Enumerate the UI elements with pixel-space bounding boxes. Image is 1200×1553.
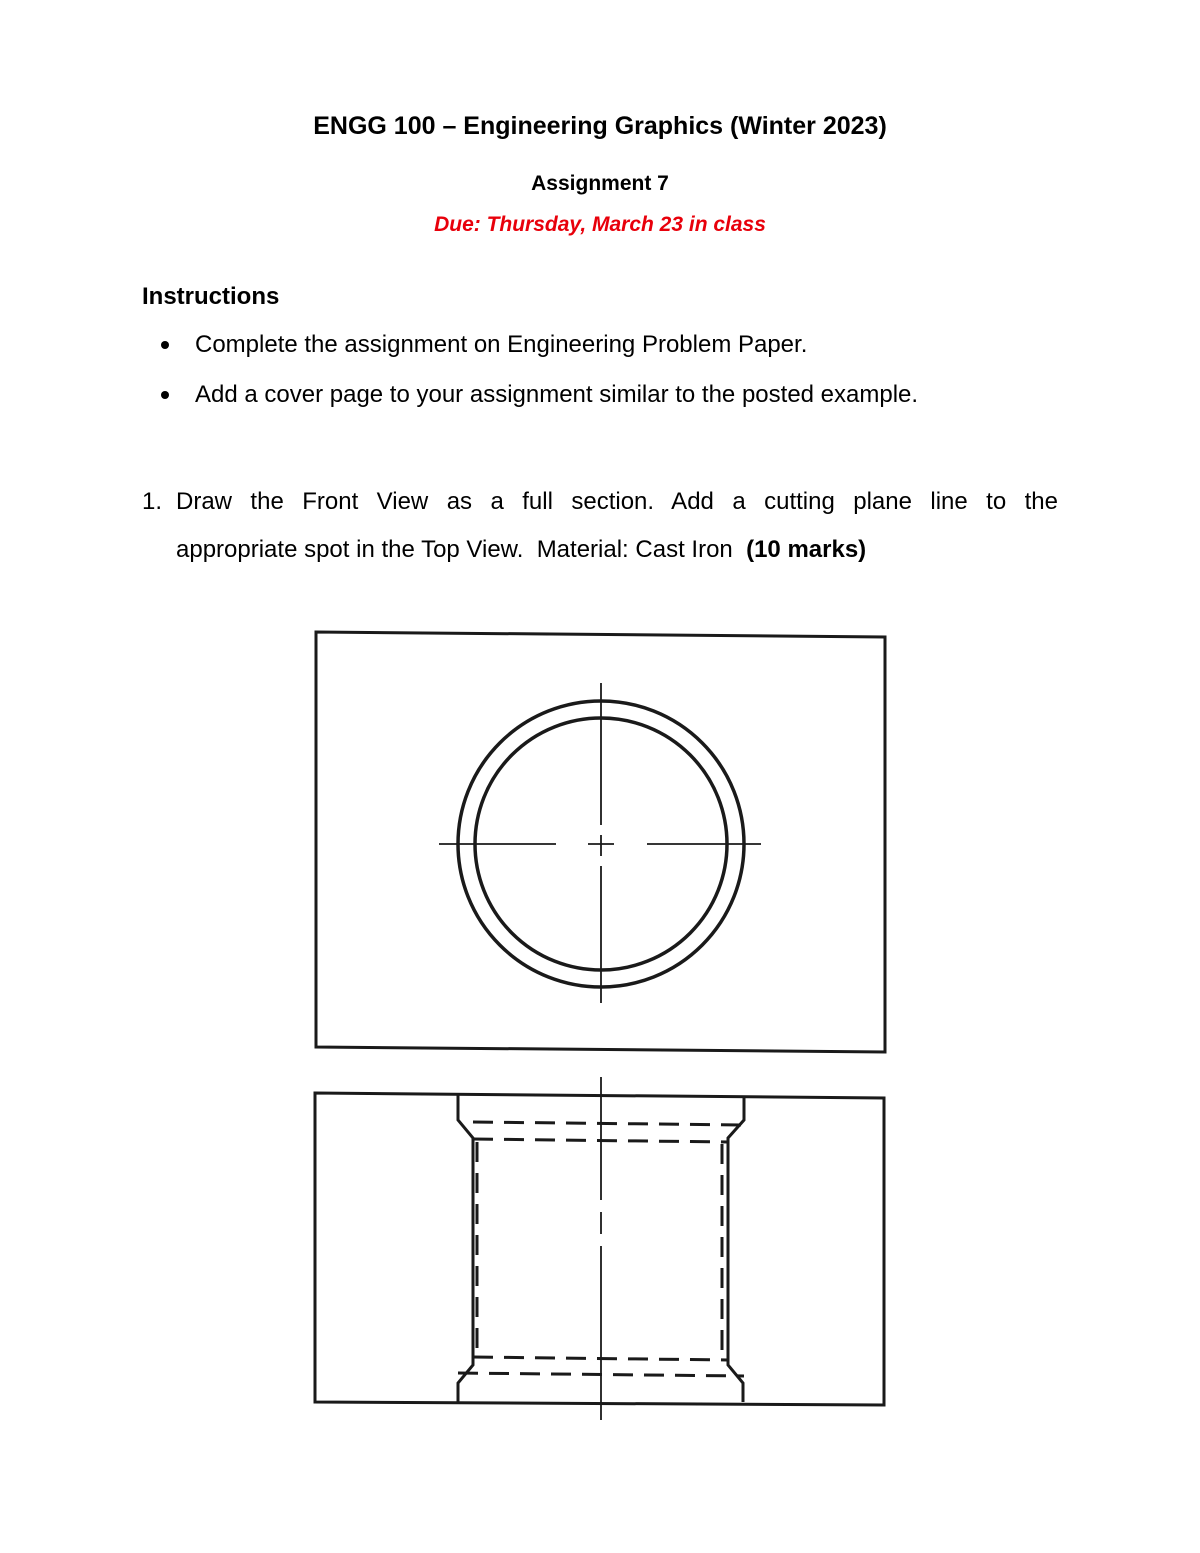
instruction-text: Add a cover page to your assignment similar to the posted example. bbox=[195, 381, 919, 408]
top-view-centerlines bbox=[439, 683, 761, 1003]
question-marks: (10 marks) bbox=[746, 536, 867, 563]
front-view bbox=[315, 1077, 884, 1420]
assignment-number: Assignment 7 bbox=[531, 172, 669, 195]
top-view bbox=[316, 632, 885, 1052]
instructions-heading: Instructions bbox=[142, 283, 280, 310]
due-date: Due: Thursday, March 23 in class bbox=[434, 213, 766, 236]
instruction-text: Complete the assignment on Engineering Problem Paper. bbox=[195, 331, 808, 358]
question-number: 1. bbox=[142, 488, 163, 515]
question-text-line1: Draw the Front View as a full section. Add a cutting plane line to the bbox=[176, 488, 1058, 515]
question-text-line2: appropriate spot in the Top View. Material: Cast Iron bbox=[176, 536, 747, 563]
course-title: ENGG 100 – Engineering Graphics (Winter 2023) bbox=[313, 112, 887, 140]
